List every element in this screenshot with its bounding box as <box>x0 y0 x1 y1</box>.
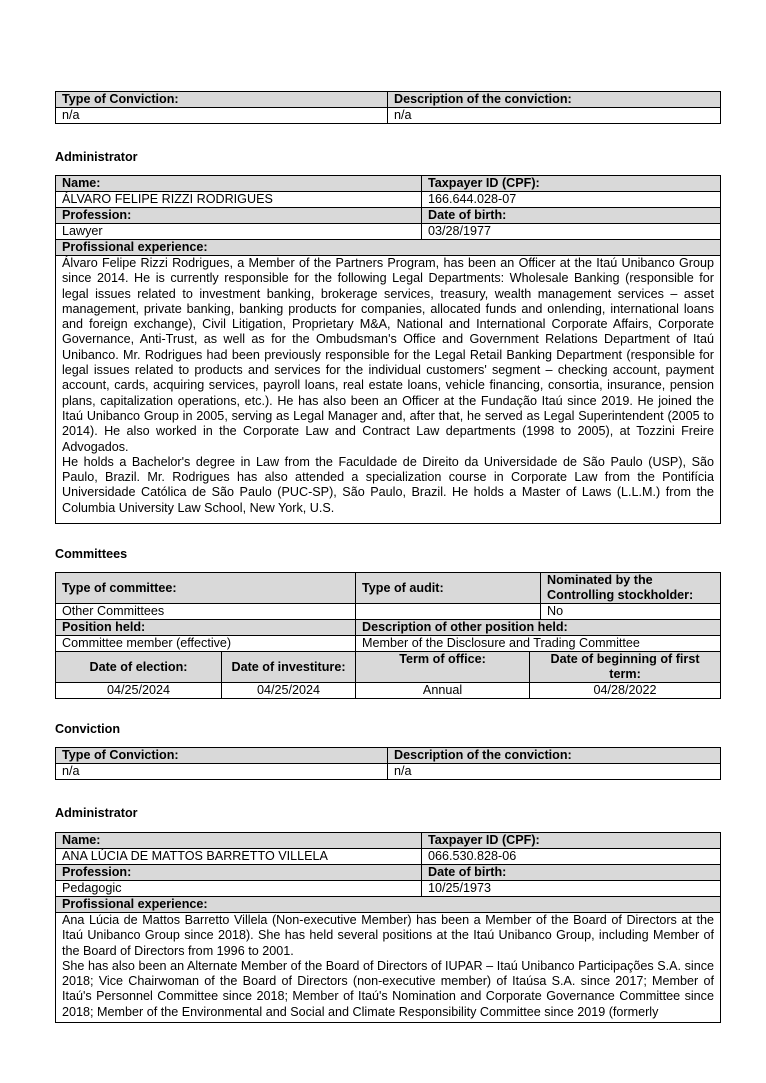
committees-heading: Committees <box>55 547 128 561</box>
conviction-heading: Conviction <box>55 722 121 736</box>
first-term-header: Date of beginning of first term: <box>530 652 721 683</box>
conviction-type-header: Type of Conviction: <box>56 748 388 764</box>
position-header: Position held: <box>56 620 356 636</box>
committees-table <box>55 572 721 699</box>
taxpayer-id-header: Taxpayer ID (CPF): <box>422 833 721 849</box>
nominated-header: Nominated by the Controlling stockholder: <box>541 573 721 604</box>
conviction-table-1 <box>55 91 721 124</box>
administrator-table-1 <box>55 175 721 524</box>
conviction-type-value: n/a <box>56 764 388 780</box>
conviction-table-2 <box>55 747 721 780</box>
experience-header: Profissional experience: <box>56 240 721 256</box>
term-header: Term of office: <box>356 652 530 683</box>
conviction-type-value: n/a <box>56 108 388 124</box>
nominated-value: No <box>541 604 721 620</box>
election-date-header: Date of election: <box>56 652 222 683</box>
term-value: Annual <box>356 683 530 699</box>
experience-paragraph-1: Ana Lúcia de Mattos Barretto Villela (Non-executive Member) has been a Member of the Board of Directors at the Itaú Unibanco Group since 2018). She has held several positions at the Itaú Unibanco Group, including Member of the Board of Directors from 1996 to 2001. <box>62 913 714 958</box>
conviction-description-header: Description of the conviction: <box>388 748 721 764</box>
name-value: ANA LÚCIA DE MATTOS BARRETTO VILLELA <box>56 849 422 865</box>
experience-paragraph-2: He holds a Bachelor's degree in Law from the Faculdade de Direito da Universidade de São Paulo (USP), São Paulo, Brazil. Mr. Rodrigues has also attended a specialization course in Corporate Law from the Pontifícia Universidade Católica de São Paulo (PUC-SP), São Paulo, Brazil. He holds a Master of Laws (L.L.M.) from the Columbia University Law School, New York, U.S. <box>62 454 714 515</box>
conviction-description-header: Description of the conviction: <box>388 92 721 108</box>
investiture-date-header: Date of investiture: <box>222 652 356 683</box>
name-header: Name: <box>56 833 422 849</box>
position-value: Committee member (effective) <box>56 636 356 652</box>
conviction-description-value: n/a <box>388 108 721 124</box>
date-of-birth-header: Date of birth: <box>422 208 721 224</box>
profession-header: Profession: <box>56 865 422 881</box>
taxpayer-id-header: Taxpayer ID (CPF): <box>422 176 721 192</box>
administrator-heading-2: Administrator <box>55 806 138 820</box>
date-of-birth-value: 10/25/1973 <box>422 881 721 897</box>
profession-header: Profession: <box>56 208 422 224</box>
administrator-table-2 <box>55 832 721 1023</box>
experience-paragraph-1: Álvaro Felipe Rizzi Rodrigues, a Member of the Partners Program, has been an Officer at the Itaú Unibanco Group since 2014. He is currently responsible for the following Legal Departments: Wholesale Banking (responsible for legal issues related to investment banking, brokerage services, treasury, wealth management services – asset management, private banking, banking products for companies, allocated funds and onlending, international loans and foreign exchange), Civil Litigation, Proprietary M&A, National and International Corporate Affairs, Corporate Governance, Anti-Trust, as well as for the Ombudsman's Office and Government Relations Department of Itaú Unibanco. Mr. Rodrigues had been previously responsible for the Legal Retail Banking Department (responsible for legal issues related to products and services for the individual customers' segment – checking account, payment account, cards, acquiring services, payroll loans, real estate loans, vehicle financing, consortia, insurance, pension plans, capitalization operations, etc.). He has also been an Officer at the Fundação Itaú since 2019. He joined the Itaú Unibanco Group in 2005, serving as Legal Manager and, after that, he served as Legal Superintendent (2005 to 2014). He also worked in the Corporate Law and Contract Law departments (1998 to 2005), at Tozzini Freire Advogados. <box>62 256 714 454</box>
profession-value: Pedagogic <box>56 881 422 897</box>
date-of-birth-header: Date of birth: <box>422 865 721 881</box>
taxpayer-id-value: 066.530.828-06 <box>422 849 721 865</box>
other-position-value: Member of the Disclosure and Trading Committee <box>356 636 721 652</box>
committee-type-header: Type of committee: <box>56 573 356 604</box>
conviction-type-header: Type of Conviction: <box>56 92 388 108</box>
audit-type-value <box>356 604 541 620</box>
first-term-value: 04/28/2022 <box>530 683 721 699</box>
conviction-description-value: n/a <box>388 764 721 780</box>
date-of-birth-value: 03/28/1977 <box>422 224 721 240</box>
committee-type-value: Other Committees <box>56 604 356 620</box>
audit-type-header: Type of audit: <box>356 573 541 604</box>
experience-body <box>56 913 721 1023</box>
name-header: Name: <box>56 176 422 192</box>
experience-header: Profissional experience: <box>56 897 721 913</box>
election-date-value: 04/25/2024 <box>56 683 222 699</box>
profession-value: Lawyer <box>56 224 422 240</box>
taxpayer-id-value: 166.644.028-07 <box>422 192 721 208</box>
investiture-date-value: 04/25/2024 <box>222 683 356 699</box>
experience-body <box>56 256 721 524</box>
administrator-heading-1: Administrator <box>55 150 138 164</box>
experience-paragraph-2: She has also been an Alternate Member of the Board of Directors of IUPAR – Itaú Unibanco Participações S.A. since 2018; Vice Chairwoman of the Board of Directors (non-executive member) of Itaúsa S.A. since 2017; Member of Itaú's Personnel Committee since 2018; Member of Itaú's Nomination and Corporate Governance Committee since 2018; Member of the Environmental and Social and Climate Responsibility Committee since 2019 (formerly <box>62 958 714 1019</box>
other-position-header: Description of other position held: <box>356 620 721 636</box>
name-value: ÁLVARO FELIPE RIZZI RODRIGUES <box>56 192 422 208</box>
